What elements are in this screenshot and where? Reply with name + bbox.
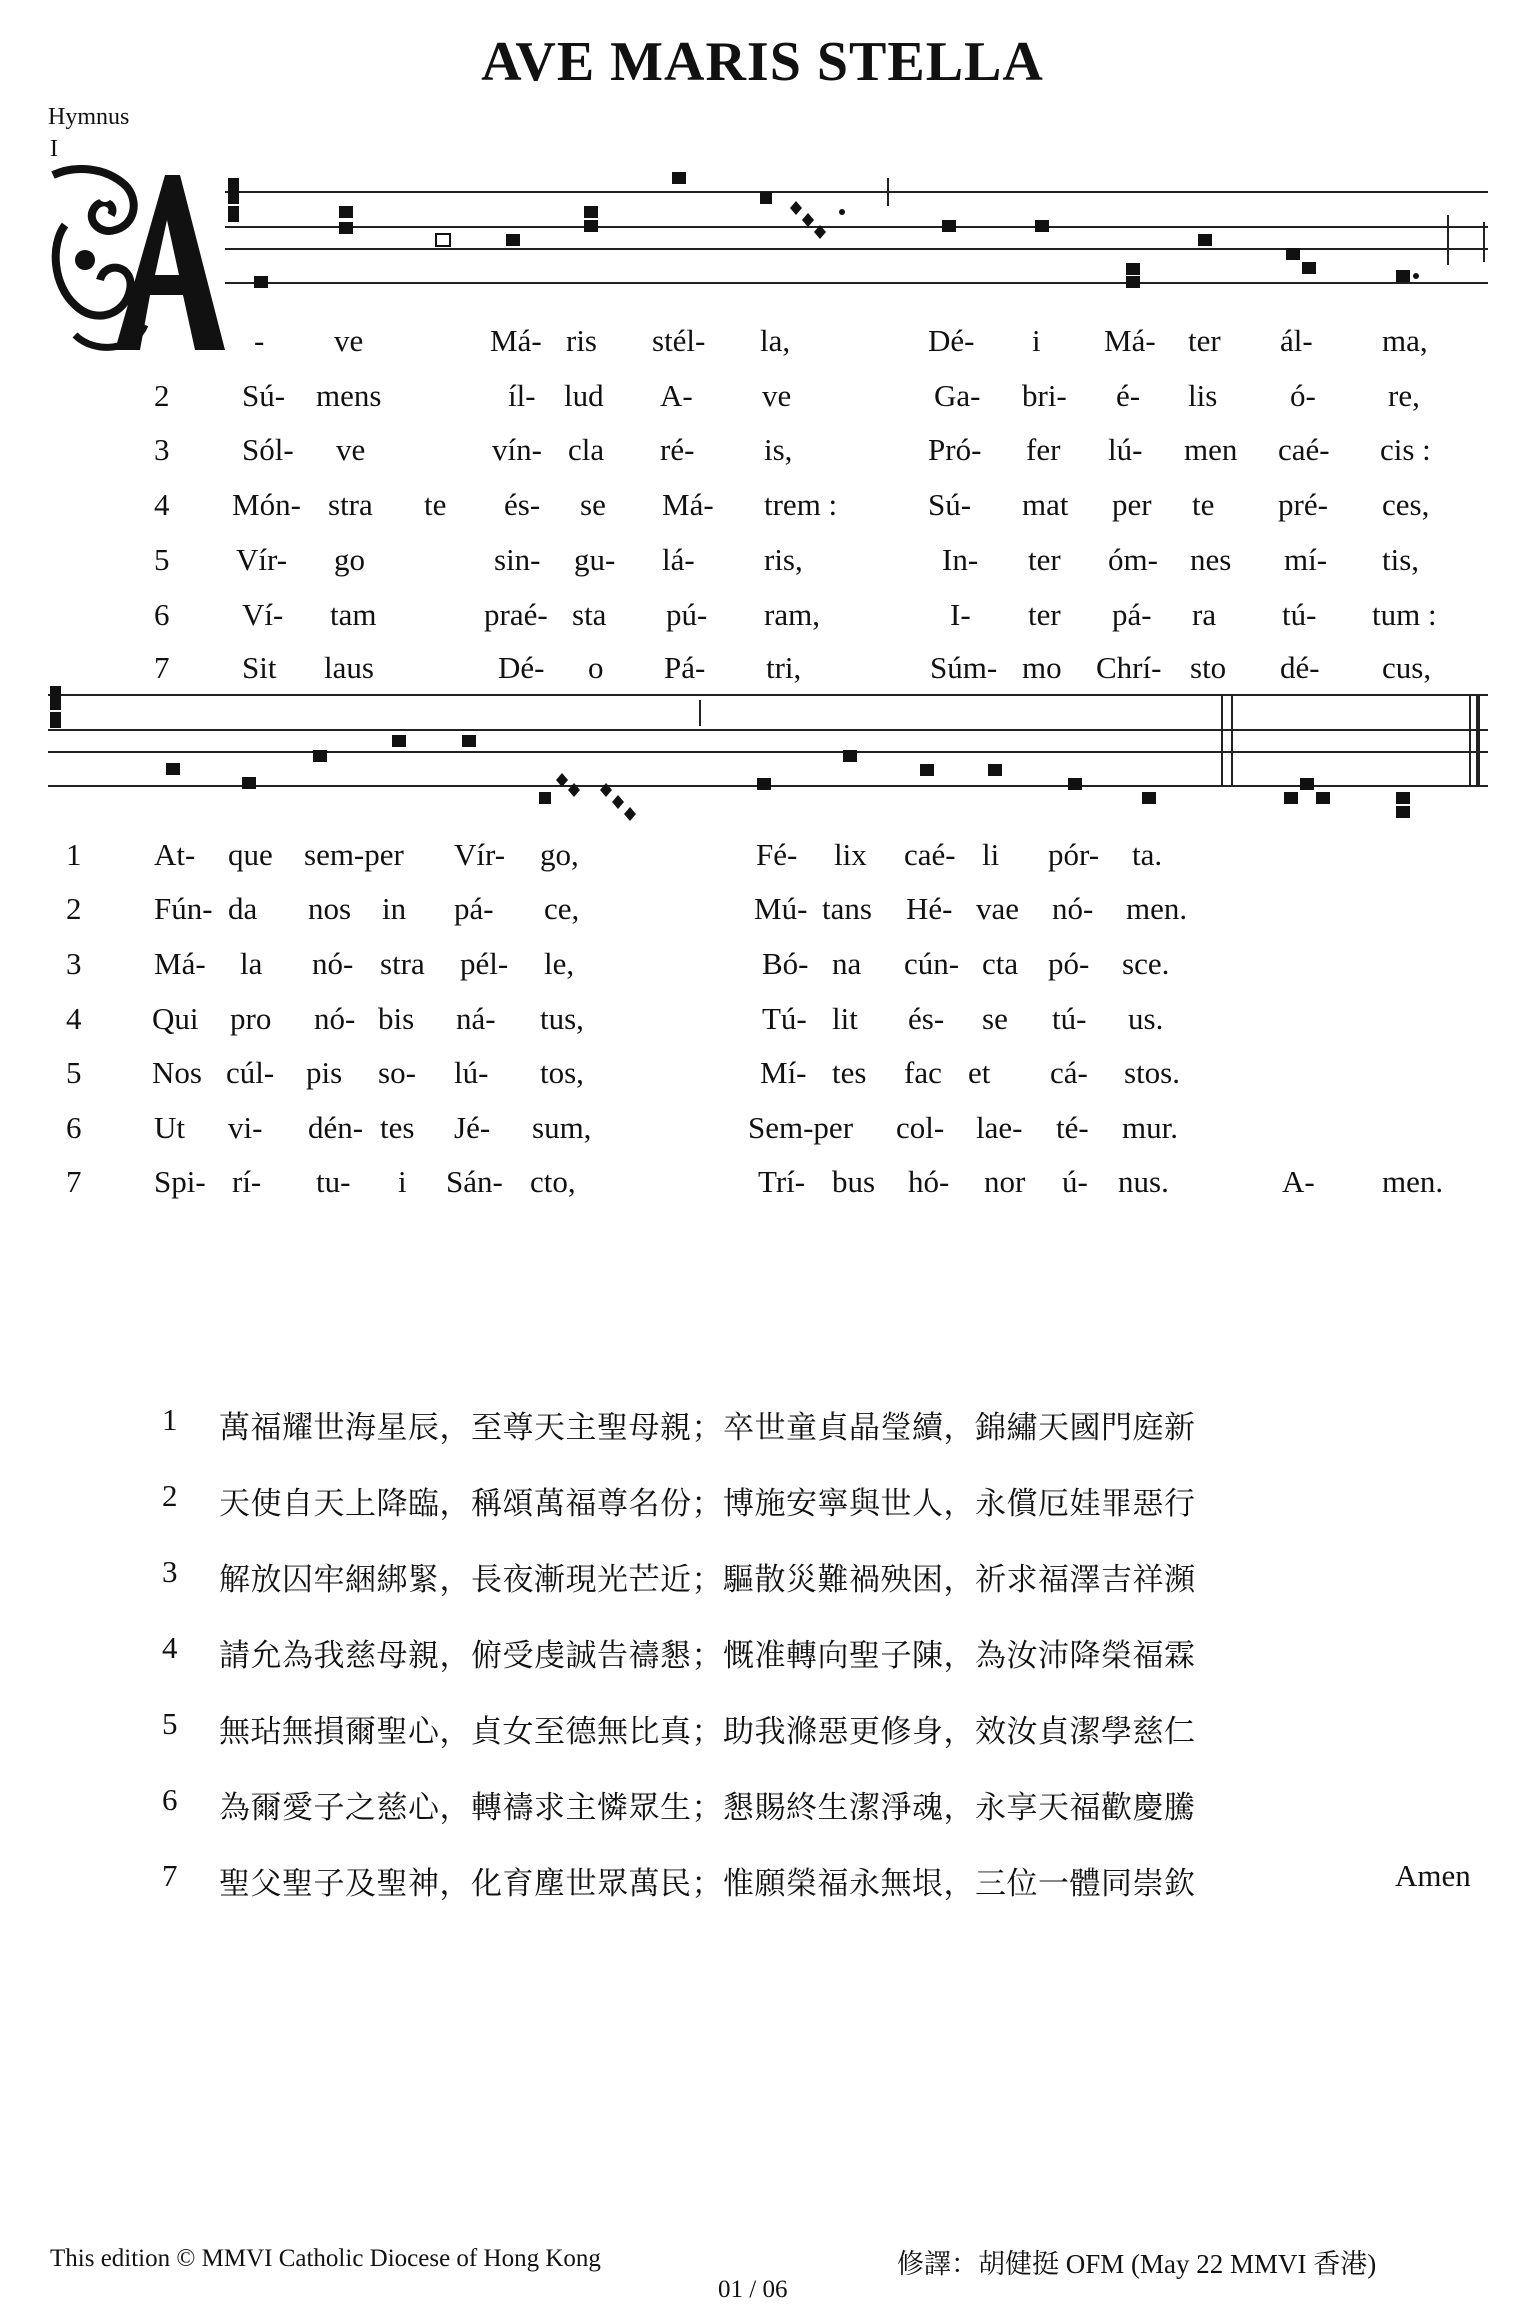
syllable: mat xyxy=(1022,487,1069,522)
syllable: Pá- xyxy=(664,650,706,685)
verse-1-line-2 xyxy=(0,837,1525,877)
syllable: bus xyxy=(832,1164,876,1199)
verse-5-line-1 xyxy=(0,542,1525,582)
syllable: pó- xyxy=(1048,946,1090,981)
verse-number: 4 xyxy=(66,1001,82,1036)
syllable: sta xyxy=(572,597,607,632)
syllable: hó- xyxy=(908,1164,950,1199)
syllable: ram, xyxy=(764,597,820,632)
syllable: col- xyxy=(896,1110,945,1145)
verse-6-line-1 xyxy=(0,597,1525,637)
syllable: Dé- xyxy=(498,650,545,685)
syllable: te xyxy=(424,487,447,522)
syllable: nó- xyxy=(1052,891,1094,926)
syllable: Sem-per xyxy=(748,1110,854,1145)
syllable: tam xyxy=(330,597,377,632)
svg-text:A: A xyxy=(105,343,106,344)
syllable: na xyxy=(832,946,862,981)
syllable: Má- xyxy=(1104,323,1156,358)
syllable: Tú- xyxy=(762,1001,807,1036)
syllable: Sú- xyxy=(242,378,286,413)
syllable: ná- xyxy=(456,1001,496,1036)
syllable: stos. xyxy=(1124,1055,1180,1090)
syllable: Trí- xyxy=(758,1164,806,1199)
verse-number: 5 xyxy=(162,1706,178,1741)
syllable: vín- xyxy=(492,432,542,467)
syllable: Súm- xyxy=(930,650,998,685)
syllable: stra xyxy=(328,487,373,522)
syllable: cus, xyxy=(1382,650,1432,685)
syllable: tri, xyxy=(766,650,802,685)
syllable: lis xyxy=(1188,378,1218,413)
syllable: Sól- xyxy=(242,432,294,467)
syllable: gu- xyxy=(574,542,616,577)
syllable: ál- xyxy=(1280,323,1313,358)
syllable: vae xyxy=(976,891,1020,926)
syllable: se xyxy=(580,487,606,522)
verse-number: 3 xyxy=(162,1554,178,1589)
verse-number: 6 xyxy=(66,1110,82,1145)
syllable: Mí- xyxy=(760,1055,807,1090)
neumes-staff-1 xyxy=(254,172,1419,288)
syllable: - xyxy=(254,323,265,358)
syllable: nó- xyxy=(314,1001,356,1036)
syllable: óm- xyxy=(1108,542,1158,577)
syllable: cún- xyxy=(904,946,960,981)
syllable: o xyxy=(588,650,604,685)
syllable: pis xyxy=(306,1055,343,1090)
syllable: tú- xyxy=(1282,597,1317,632)
verse-text: 解放囚牢綑綁緊，長夜漸現光芒近；驅散災難禍殃困，祈求福澤吉祥瀕 xyxy=(219,1562,1196,1597)
verse-text: 天使自天上降臨，稱頌萬福尊名份；博施安寧與世人，永償厄娃罪惡行 xyxy=(219,1486,1196,1521)
mode-label: I xyxy=(50,136,58,162)
syllable: ré- xyxy=(660,432,695,467)
syllable: cta xyxy=(982,946,1019,981)
translator-credit: 修譯：胡健挺 OFM (May 22 MMVI 香港) xyxy=(897,2249,1377,2279)
syllable: A- xyxy=(660,378,693,413)
syllable: té- xyxy=(1056,1110,1089,1145)
syllable: Má- xyxy=(662,487,714,522)
syllable: tu- xyxy=(316,1164,351,1199)
syllable: Má- xyxy=(490,323,542,358)
syllable: cis : xyxy=(1380,432,1431,467)
staff-2 xyxy=(48,695,1488,786)
syllable: Ut xyxy=(154,1110,185,1145)
verse-text: 聖父聖子及聖神，化育塵世眾萬民；惟願榮福永無垠，三位一體同崇欽 xyxy=(219,1866,1196,1901)
syllable: i xyxy=(398,1164,407,1199)
syllable: és- xyxy=(504,487,541,522)
syllable: ve xyxy=(336,432,366,467)
syllable: és- xyxy=(908,1001,945,1036)
verse-number: 1 xyxy=(66,837,82,872)
syllable: nó- xyxy=(312,946,354,981)
verse-3-line-2 xyxy=(0,946,1525,986)
page-number: 01 / 06 xyxy=(718,2276,788,2303)
syllable: pú- xyxy=(666,597,708,632)
clef-2 xyxy=(50,686,61,728)
syllable: lá- xyxy=(662,542,695,577)
syllable: go, xyxy=(540,837,579,872)
syllable: et xyxy=(968,1055,991,1090)
syllable: stra xyxy=(380,946,425,981)
syllable: mí- xyxy=(1284,542,1328,577)
syllable: tos, xyxy=(540,1055,584,1090)
syllable: laus xyxy=(324,650,374,685)
syllable: Pró- xyxy=(928,432,982,467)
syllable: sto xyxy=(1190,650,1227,685)
syllable: la xyxy=(240,946,263,981)
verse-number: 2 xyxy=(66,891,82,926)
syllable: Ví- xyxy=(242,597,284,632)
syllable: men. xyxy=(1126,891,1188,926)
syllable: caé- xyxy=(1278,432,1330,467)
syllable: pá- xyxy=(1112,597,1152,632)
syllable: cto, xyxy=(530,1164,576,1199)
verse-4-line-2 xyxy=(0,1001,1525,1041)
syllable: trem : xyxy=(764,487,838,522)
verse-4-line-1 xyxy=(0,487,1525,527)
staff-1 xyxy=(225,178,1488,283)
syllable: tum : xyxy=(1372,597,1437,632)
syllable: cá- xyxy=(1050,1055,1088,1090)
syllable: lae- xyxy=(976,1110,1023,1145)
syllable: li xyxy=(982,837,1000,872)
syllable: is, xyxy=(764,432,793,467)
verse-number: 3 xyxy=(154,432,170,467)
syllable: nos xyxy=(308,891,352,926)
verse-number: 7 xyxy=(66,1164,82,1199)
syllable: Vír- xyxy=(454,837,506,872)
syllable: dén- xyxy=(308,1110,364,1145)
syllable: sum, xyxy=(532,1110,592,1145)
syllable: caé- xyxy=(904,837,956,872)
syllable: ve xyxy=(334,323,364,358)
syllable: ce, xyxy=(544,891,580,926)
syllable: tis, xyxy=(1382,542,1420,577)
verse-number: 7 xyxy=(162,1858,178,1893)
syllable: Dé- xyxy=(928,323,975,358)
verse-text: 萬福耀世海星辰，至尊天主聖母親；卒世童貞晶瑩續，錦繡天國門庭新 xyxy=(219,1410,1196,1445)
syllable: lix xyxy=(834,837,867,872)
syllable: lit xyxy=(832,1001,858,1036)
syllable: In- xyxy=(942,542,979,577)
syllable: Chrí- xyxy=(1096,650,1162,685)
syllable: ta. xyxy=(1132,837,1163,872)
syllable: nus. xyxy=(1118,1164,1169,1199)
chinese-amen: Amen xyxy=(1395,1858,1471,1893)
verse-7-line-2 xyxy=(0,1164,1525,1204)
syllable: ris, xyxy=(764,542,803,577)
verse-number: 5 xyxy=(154,542,170,577)
syllable: Jé- xyxy=(454,1110,491,1145)
syllable: Fé- xyxy=(756,837,798,872)
syllable: us. xyxy=(1128,1001,1164,1036)
syllable: i xyxy=(1032,323,1041,358)
syllable: bri- xyxy=(1022,378,1067,413)
syllable: Mú- xyxy=(754,891,808,926)
syllable: le, xyxy=(544,946,575,981)
syllable: stél- xyxy=(652,323,706,358)
verse-number: 6 xyxy=(162,1782,178,1817)
syllable: pro xyxy=(230,1001,272,1036)
verse-7-line-1 xyxy=(0,650,1525,690)
syllable: Nos xyxy=(152,1055,202,1090)
syllable: Sán- xyxy=(446,1164,503,1199)
verse-text: 請允為我慈母親，俯受虔誠告禱懇；慨准轉向聖子陳，為汝沛降榮福霖 xyxy=(219,1638,1196,1673)
syllable: Vír- xyxy=(236,542,288,577)
syllable: sin- xyxy=(494,542,541,577)
verse-text: 無玷無損爾聖心，貞女至德無比真；助我滌惡更修身，效汝貞潔學慈仁 xyxy=(219,1714,1196,1749)
syllable: íl- xyxy=(508,378,536,413)
syllable: lud xyxy=(564,378,604,413)
syllable: da xyxy=(228,891,258,926)
syllable: pél- xyxy=(460,946,509,981)
syllable: la, xyxy=(760,323,791,358)
syllable: pá- xyxy=(454,891,494,926)
syllable: ve xyxy=(762,378,792,413)
syllable: I- xyxy=(950,597,971,632)
syllable: ra xyxy=(1192,597,1217,632)
syllable: Món- xyxy=(232,487,301,522)
syllable: per xyxy=(1112,487,1152,522)
verse-2-line-1 xyxy=(0,378,1525,418)
syllable: se xyxy=(982,1001,1008,1036)
syllable: sce. xyxy=(1122,946,1170,981)
syllable: é- xyxy=(1116,378,1141,413)
syllable: Sú- xyxy=(928,487,972,522)
syllable: fac xyxy=(904,1055,942,1090)
syllable: ter xyxy=(1188,323,1221,358)
syllable: tans xyxy=(822,891,872,926)
syllable: ces, xyxy=(1382,487,1430,522)
verse-number: 5 xyxy=(66,1055,82,1090)
syllable: re, xyxy=(1388,378,1420,413)
syllable: lú- xyxy=(1108,432,1143,467)
verse-3-line-1 xyxy=(0,432,1525,472)
syllable: pré- xyxy=(1278,487,1328,522)
syllable: ris xyxy=(566,323,597,358)
syllable: men. xyxy=(1382,1164,1444,1199)
syllable: Spi- xyxy=(154,1164,206,1199)
syllable: fer xyxy=(1026,432,1061,467)
syllable: lú- xyxy=(454,1055,489,1090)
syllable: ma, xyxy=(1382,323,1428,358)
syllable: tes xyxy=(832,1055,867,1090)
verse-number: 6 xyxy=(154,597,170,632)
syllable: sem-per xyxy=(304,837,404,872)
syllable: mo xyxy=(1022,650,1062,685)
syllable: men xyxy=(1184,432,1238,467)
genre-label: Hymnus xyxy=(48,104,130,130)
syllable: At- xyxy=(154,837,196,872)
verse-number: 7 xyxy=(154,650,170,685)
syllable: ó- xyxy=(1290,378,1316,413)
verse-number: 3 xyxy=(66,946,82,981)
syllable: nes xyxy=(1190,542,1232,577)
syllable: nor xyxy=(984,1164,1026,1199)
syllable: A- xyxy=(1282,1164,1315,1199)
syllable: Hé- xyxy=(906,891,953,926)
syllable: pór- xyxy=(1048,837,1100,872)
syllable: so- xyxy=(378,1055,416,1090)
syllable: go xyxy=(334,542,365,577)
syllable: Ga- xyxy=(934,378,981,413)
syllable: Sit xyxy=(242,650,277,685)
syllable: praé- xyxy=(484,597,548,632)
syllable: ú- xyxy=(1062,1164,1088,1199)
syllable: tus, xyxy=(540,1001,584,1036)
verse-2-line-2 xyxy=(0,891,1525,931)
syllable: in xyxy=(382,891,407,926)
syllable: te xyxy=(1192,487,1215,522)
syllable: Fún- xyxy=(154,891,213,926)
verse-1-line-1 xyxy=(0,323,1525,363)
syllable: tes xyxy=(380,1110,415,1145)
verse-6-line-2 xyxy=(0,1110,1525,1150)
copyright-notice: This edition © MMVI Catholic Diocese of Hong Kong xyxy=(50,2245,601,2272)
syllable: vi- xyxy=(228,1110,263,1145)
syllable: bis xyxy=(378,1001,415,1036)
verse-number: 4 xyxy=(162,1630,178,1665)
page-title: AVE MARIS STELLA xyxy=(481,31,1044,93)
syllable: ter xyxy=(1028,597,1061,632)
syllable: Bó- xyxy=(762,946,809,981)
syllable: mur. xyxy=(1122,1110,1178,1145)
verse-number: 1 xyxy=(162,1402,178,1437)
verse-number: 2 xyxy=(154,378,170,413)
verse-text: 為爾愛子之慈心，轉禱求主憐眾生；懇賜終生潔淨魂，永享天福歡慶騰 xyxy=(219,1790,1196,1825)
neumes-staff-2 xyxy=(166,735,1410,821)
syllable: rí- xyxy=(232,1164,262,1199)
verse-number: 2 xyxy=(162,1478,178,1513)
syllable: tú- xyxy=(1052,1001,1087,1036)
syllable: ter xyxy=(1028,542,1061,577)
verse-5-line-2 xyxy=(0,1055,1525,1095)
syllable: dé- xyxy=(1280,650,1320,685)
syllable: cúl- xyxy=(226,1055,275,1090)
syllable: que xyxy=(228,837,273,872)
verse-number: 4 xyxy=(154,487,170,522)
syllable: mens xyxy=(316,378,382,413)
syllable: cla xyxy=(568,432,605,467)
syllable: Má- xyxy=(154,946,206,981)
syllable: Qui xyxy=(152,1001,199,1036)
